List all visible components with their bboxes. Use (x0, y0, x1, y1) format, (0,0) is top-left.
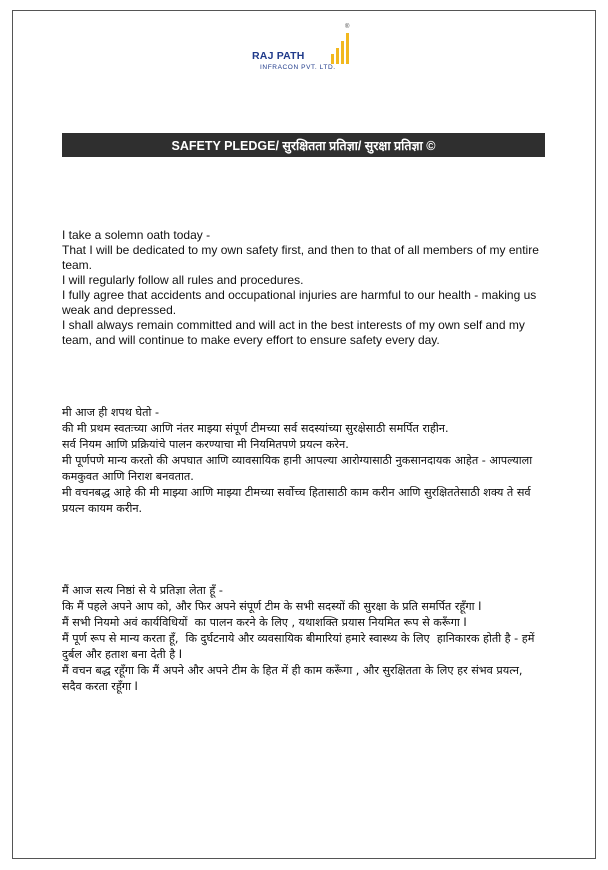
hindi-line: मैं सभी नियमो अवं कार्यविधियों का पालन करने के लिए , यथाशक्ति प्रयास नियमित रूप से करूँगा I (62, 616, 467, 629)
marathi-line: मी वचनबद्ध आहे की मी माझ्या आणि माझ्या टीमच्या सर्वोच्च हितासाठी काम करीन आणि सुरक्षिततेसाठी शक्य ते सर्व प्रयत्न कायम करीन. (62, 486, 535, 515)
english-line: I fully agree that accidents and occupational injuries are harmful to our health - making us weak and depressed. (62, 288, 540, 317)
hindi-line: कि मैं पहले अपने आप को, और फिर अपने संपूर्ण टीम के सभी सदस्यों की सुरक्षा के प्रति समर्पित रहूँगा I (62, 600, 482, 613)
logo-name: RAJ PATH (252, 50, 305, 62)
english-line: I will regularly follow all rules and procedures. (62, 273, 304, 287)
hindi-line: मैं आज सत्य निष्ठां से ये प्रतिज्ञा लेता हूँ - (62, 584, 223, 597)
marathi-line: सर्व नियम आणि प्रक्रियांचे पालन करण्याचा मी नियमितपणे प्रयत्न करेन. (62, 438, 349, 451)
pledge-title: SAFETY PLEDGE/ सुरक्षितता प्रतिज्ञा/ सुरक्षा प्रतिज्ञा © (171, 138, 436, 153)
english-line: That I will be dedicated to my own safety first, and then to that of all members of my entire team. (62, 243, 543, 272)
english-line: I take a solemn oath today - (62, 228, 211, 242)
company-logo (252, 24, 362, 76)
title-bar (62, 133, 545, 157)
hindi-pledge (62, 583, 547, 695)
hindi-line: मैं वचन बद्ध रहूँगा कि मैं अपने और अपने टीम के हित में ही काम करूँगा , और सुरक्षितता के लिए हर संभव प्रयत्न, सदैव करता रहूँगा I (62, 664, 530, 693)
logo-bars-icon (330, 30, 352, 64)
english-pledge (62, 228, 547, 348)
registered-mark: ® (345, 24, 350, 30)
logo-subtitle: INFRACON PVT. LTD. (260, 64, 336, 71)
english-line: I shall always remain committed and will act in the best interests of my own self and my team, and will continue to make every effort to ensure safety every day. (62, 318, 529, 347)
marathi-pledge (62, 405, 547, 517)
marathi-line: मी पूर्णपणे मान्य करतो की अपघात आणि व्यावसायिक हानी आपल्या आरोग्यासाठी नुकसानदायक आहेत - आपल्याला कमकुवत आणि निराश बनवतात. (62, 454, 536, 483)
hindi-line: मैं पूर्ण रूप से मान्य करता हूँ, कि दुर्घटनाये और व्यवसायिक बीमारियां हमारे स्वास्थ्य के लिए हानिकारक होती है - हमें दुर्बल और हताश बना देती है I (62, 632, 538, 661)
marathi-line: मी आज ही शपथ घेतो - (62, 406, 159, 419)
marathi-line: की मी प्रथम स्वतःच्या आणि नंतर माझ्या संपूर्ण टीमच्या सर्व सदस्यांच्या सुरक्षेसाठी समर्पित राहीन. (62, 422, 449, 435)
